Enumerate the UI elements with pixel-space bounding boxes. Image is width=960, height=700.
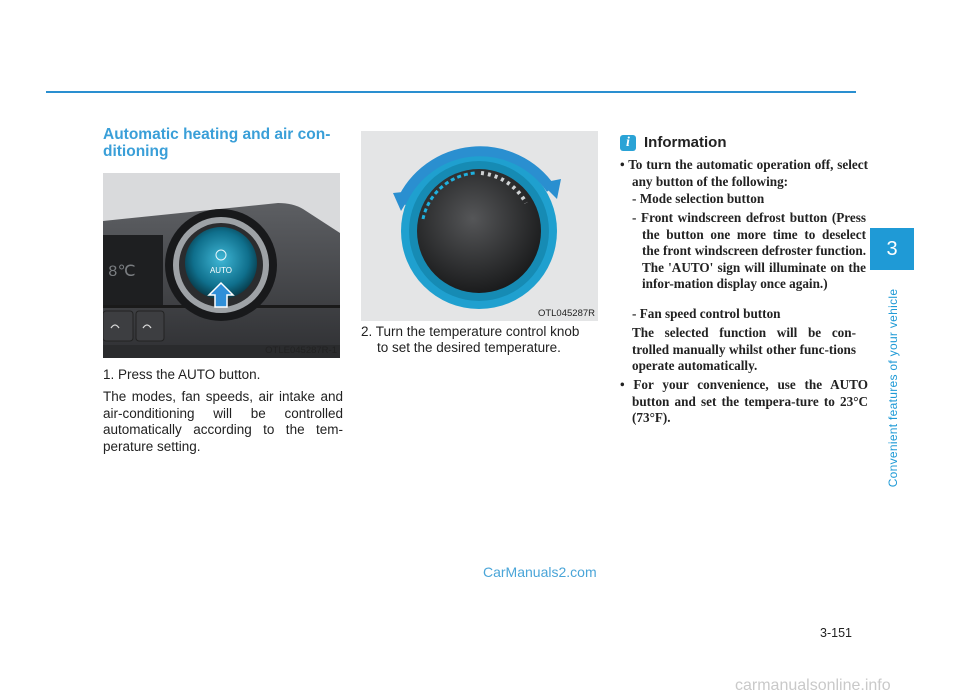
- info-title: Information: [644, 134, 727, 151]
- info-sub-note: The selected function will be con-trolled manually whilst other func-tions operate automatically.: [632, 325, 856, 373]
- top-rule: [46, 91, 856, 93]
- step-2-line-1: 2. Turn the temperature control knob: [361, 324, 580, 339]
- auto-label: AUTO: [209, 266, 233, 275]
- info-bullet-2: • For your convenience, use the AUTO button and set the tempera-ture to 23°C (73°F).: [620, 377, 868, 425]
- step-1: 1. Press the AUTO button.: [103, 367, 261, 382]
- temp-display: 8℃: [108, 263, 136, 281]
- info-sub-1: - Mode selection button: [632, 191, 765, 206]
- info-sub-3: - Fan speed control button: [632, 306, 781, 321]
- chapter-number: 3: [870, 228, 914, 270]
- watermark-link[interactable]: CarManuals2.com: [483, 564, 597, 580]
- step-2-line-2: to set the desired temperature.: [377, 340, 561, 355]
- figure-b-code: OTL045287R: [537, 308, 595, 319]
- auto-button-illustration: [103, 173, 340, 358]
- section-heading: Automatic heating and air con-ditioning: [103, 126, 331, 160]
- figure-auto-button: [103, 173, 340, 358]
- figure-a-code: OTLE045287R-1: [265, 345, 337, 356]
- info-sub-2: - Front windscreen defrost button (Press the button one more time to deselect the front windscreen defroster function. The 'AUTO' sign will illuminate on the infor-mation display once again.): [632, 210, 866, 291]
- figure-temperature-knob: [361, 131, 598, 321]
- info-bullet-1: • To turn the automatic operation off, select any button of the following:: [620, 157, 868, 189]
- footer-watermark: carmanualsonline.info: [735, 677, 891, 694]
- temperature-knob-illustration: [361, 131, 598, 321]
- page-number: 3-151: [820, 626, 852, 640]
- info-icon: i: [620, 135, 636, 151]
- chapter-title: Convenient features of your vehicle: [886, 288, 900, 488]
- info-heading: [620, 134, 727, 151]
- auto-paragraph: The modes, fan speeds, air intake and air-conditioning will be controlled automatically according to the tem-perature setting.: [103, 389, 343, 454]
